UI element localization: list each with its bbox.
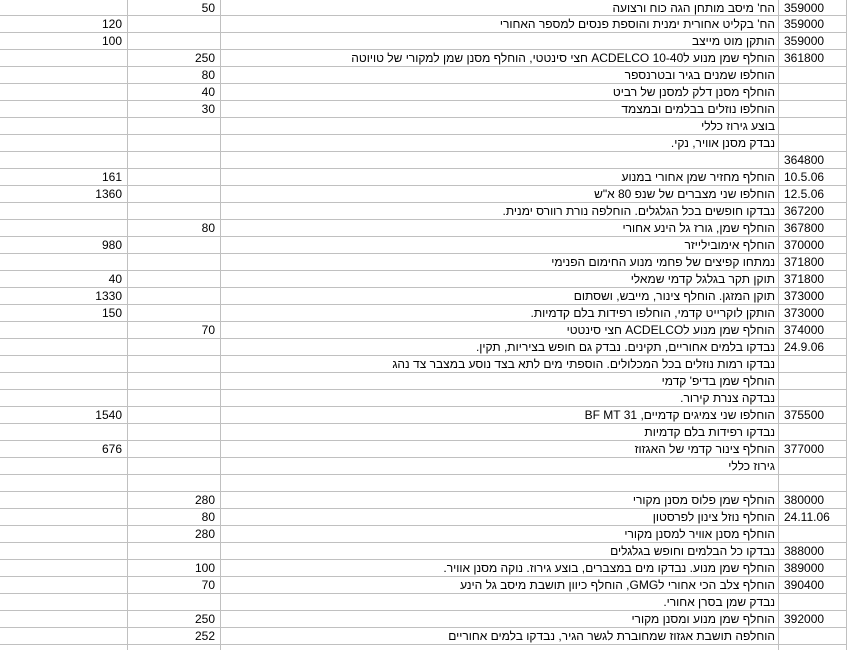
cell-b[interactable]: 40 [128, 84, 221, 101]
cell-text: 367800 [784, 221, 825, 235]
table-row [0, 203, 847, 220]
cell-b[interactable] [128, 645, 221, 650]
cell-c[interactable] [221, 628, 779, 645]
cell-text: 10.5.06 [784, 170, 825, 184]
cell-a[interactable] [0, 152, 128, 169]
cell-b[interactable]: 252 [128, 628, 221, 645]
cell-c[interactable] [221, 186, 779, 203]
cell-b[interactable] [128, 356, 221, 373]
table-row [0, 33, 847, 50]
cell-text: הוחלפו שמנים בגיר ובטרנספר [624, 68, 775, 82]
cell-a[interactable]: 676 [0, 441, 128, 458]
cell-c[interactable] [221, 50, 779, 67]
cell-c[interactable] [221, 288, 779, 305]
cell-text: 373000 [784, 306, 825, 320]
cell-b[interactable]: 100 [128, 560, 221, 577]
cell-a[interactable] [0, 475, 128, 492]
table-row [0, 424, 847, 441]
cell-b[interactable]: 80 [128, 67, 221, 84]
cell-a[interactable]: 980 [0, 237, 128, 254]
cell-d[interactable] [779, 628, 847, 645]
cell-a[interactable]: 1540 [0, 407, 128, 424]
cell-d[interactable] [779, 390, 847, 407]
cell-b[interactable] [128, 407, 221, 424]
cell-text: הוחלף שמן בדיפ' קדמי [661, 374, 775, 388]
cell-b[interactable] [128, 186, 221, 203]
cell-d[interactable] [779, 475, 847, 492]
cell-b[interactable]: 80 [128, 509, 221, 526]
cell-d[interactable] [779, 339, 847, 356]
cell-c[interactable] [221, 135, 779, 152]
cell-d[interactable] [779, 560, 847, 577]
cell-text: 24.11.06 [784, 510, 830, 524]
cell-a[interactable] [0, 526, 128, 543]
table-row [0, 543, 847, 560]
cell-b[interactable] [128, 424, 221, 441]
cell-a[interactable]: 100 [0, 33, 128, 50]
cell-b[interactable] [128, 339, 221, 356]
cell-b[interactable] [128, 594, 221, 611]
table-row [0, 220, 847, 237]
cell-d[interactable] [779, 458, 847, 475]
cell-c[interactable] [221, 509, 779, 526]
cell-c[interactable] [221, 407, 779, 424]
cell-c[interactable] [221, 16, 779, 33]
cell-b[interactable] [128, 441, 221, 458]
cell-a[interactable] [0, 424, 128, 441]
cell-c[interactable] [221, 594, 779, 611]
table-row [0, 101, 847, 118]
cell-d[interactable] [779, 118, 847, 135]
cell-c[interactable] [221, 424, 779, 441]
cell-text: 373000 [784, 289, 825, 303]
table-row [0, 356, 847, 373]
cell-text: הוחלף מחזיר שמן אחורי במנוע [621, 170, 775, 184]
cell-text: גירוז כללי [728, 459, 775, 473]
cell-d[interactable] [779, 305, 847, 322]
cell-c[interactable] [221, 271, 779, 288]
cell-a[interactable] [0, 611, 128, 628]
table-row [0, 390, 847, 407]
cell-c[interactable] [221, 33, 779, 50]
cell-a[interactable] [0, 50, 128, 67]
cell-a[interactable] [0, 543, 128, 560]
cell-text: 375500 [784, 408, 825, 422]
cell-b[interactable] [128, 373, 221, 390]
cell-b[interactable] [128, 288, 221, 305]
table-row [0, 305, 847, 322]
cell-c[interactable] [221, 475, 779, 492]
cell-text: נבדקו כל הבלמים וחופש בגלגלים [610, 544, 775, 558]
table-row [0, 118, 847, 135]
cell-a[interactable] [0, 628, 128, 645]
cell-a[interactable] [0, 560, 128, 577]
table-row [0, 407, 847, 424]
cell-c[interactable] [221, 356, 779, 373]
cell-text: נבדקה צנרת קירור. [680, 391, 775, 405]
cell-c[interactable] [221, 67, 779, 84]
cell-c[interactable] [221, 84, 779, 101]
cell-c[interactable] [221, 169, 779, 186]
cell-d[interactable] [779, 271, 847, 288]
cell-a[interactable] [0, 390, 128, 407]
table-row [0, 492, 847, 509]
cell-b[interactable] [128, 543, 221, 560]
cell-b[interactable] [128, 458, 221, 475]
cell-text: 389000 [784, 561, 825, 575]
cell-d[interactable] [779, 492, 847, 509]
cell-c[interactable] [221, 0, 779, 16]
cell-a[interactable] [0, 594, 128, 611]
cell-b[interactable]: 30 [128, 101, 221, 118]
table-row [0, 594, 847, 611]
cell-a[interactable] [0, 203, 128, 220]
cell-text: נבדקו בלמים אחוריים, תקינים. נבדק גם חופש בציריות, תקין. [475, 340, 775, 354]
cell-b[interactable] [128, 390, 221, 407]
cell-d[interactable] [779, 577, 847, 594]
cell-d[interactable] [779, 152, 847, 169]
cell-c[interactable] [221, 645, 779, 650]
table-row [0, 560, 847, 577]
cell-text: הוחלף אימובילייזר [684, 238, 775, 252]
table-row [0, 0, 847, 16]
cell-d[interactable] [779, 322, 847, 339]
cell-text: 24.9.06 [784, 340, 825, 354]
cell-text: 371800 [784, 272, 825, 286]
table-row [0, 237, 847, 254]
cell-text: נבדקו חופשים בכל הגלגלים. הוחלפה נורת רוורס ימנית. [502, 204, 775, 218]
cell-text: 361800 [784, 51, 825, 65]
cell-b[interactable]: 250 [128, 50, 221, 67]
cell-text: הוחלפו שני צמיגים קדמיים, BF MT 31 [584, 408, 775, 422]
table-row [0, 441, 847, 458]
table-row [0, 458, 847, 475]
cell-text: הוחלפה תושבת אגזוז שמחוברת לגשר הגיר, נבדקו בלמים אחוריים [448, 629, 775, 643]
cell-b[interactable] [128, 203, 221, 220]
cell-c[interactable] [221, 390, 779, 407]
cell-c[interactable] [221, 101, 779, 118]
cell-text: הוחלף צלב הכי אחורי לGMG, הוחלף כיוון תושבת מיסב גל הינע [460, 578, 775, 592]
cell-text: הוחלף שמן מנוע לACDELCO חצי סינטטי [566, 323, 775, 337]
table-row [0, 611, 847, 628]
cell-b[interactable]: 80 [128, 220, 221, 237]
cell-a[interactable] [0, 356, 128, 373]
table-row [0, 373, 847, 390]
cell-a[interactable] [0, 101, 128, 118]
cell-text: 380000 [784, 493, 825, 507]
cell-a[interactable] [0, 492, 128, 509]
cell-text: 374000 [784, 323, 825, 337]
cell-b[interactable]: 280 [128, 526, 221, 543]
cell-c[interactable] [221, 305, 779, 322]
cell-text: הוחלף שמן, גורז גל הינע אחורי [622, 221, 775, 235]
cell-c[interactable] [221, 492, 779, 509]
cell-b[interactable] [128, 237, 221, 254]
cell-d[interactable] [779, 611, 847, 628]
cell-d[interactable] [779, 101, 847, 118]
cell-a[interactable] [0, 458, 128, 475]
cell-b[interactable]: 50 [128, 0, 221, 16]
table-row [0, 339, 847, 356]
cell-a[interactable] [0, 254, 128, 271]
cell-a[interactable] [0, 118, 128, 135]
cell-b[interactable]: 280 [128, 492, 221, 509]
cell-text: נבדק מסנן אוויר, נקי. [670, 136, 775, 150]
cell-d[interactable] [779, 509, 847, 526]
cell-b[interactable] [128, 169, 221, 186]
cell-a[interactable] [0, 84, 128, 101]
cell-b[interactable] [128, 305, 221, 322]
cell-c[interactable] [221, 526, 779, 543]
table-row [0, 169, 847, 186]
cell-d[interactable] [779, 135, 847, 152]
table-row [0, 577, 847, 594]
cell-text: הוחלפו שני מצברים של שנפ 80 א"ש [594, 187, 775, 201]
cell-text: נבדקו רמות נוזלים בכל המכלולים. הוספתי מים לתא בצד נוסע במצבר צד נהג [392, 357, 775, 371]
cell-a[interactable]: 120 [0, 16, 128, 33]
cell-b[interactable]: 70 [128, 322, 221, 339]
cell-d[interactable] [779, 356, 847, 373]
cell-d[interactable] [779, 0, 847, 16]
cell-text: תוקן המזגן. הוחלף צינור, מייבש, ושסתום [573, 289, 775, 303]
cell-d[interactable] [779, 16, 847, 33]
cell-d[interactable] [779, 67, 847, 84]
cell-c[interactable] [221, 441, 779, 458]
cell-d[interactable] [779, 203, 847, 220]
cell-text: הח' מיסב מותחן הגה כוח ורצועה [612, 1, 775, 15]
cell-d[interactable] [779, 424, 847, 441]
table-row [0, 509, 847, 526]
cell-text: הותקן מוט מייצב [691, 34, 775, 48]
cell-text: הוחלפו נוזלים בבלמים ובמצמד [621, 102, 775, 116]
table-row [0, 186, 847, 203]
cell-text: נבדק שמן בסרן אחורי. [663, 595, 775, 609]
cell-text: הוחלף שמן מנוע ומסנן מקורי [631, 612, 775, 626]
cell-c[interactable] [221, 543, 779, 560]
cell-b[interactable] [128, 16, 221, 33]
cell-a[interactable]: 1330 [0, 288, 128, 305]
cell-a[interactable] [0, 220, 128, 237]
cell-c[interactable] [221, 577, 779, 594]
cell-d[interactable] [779, 543, 847, 560]
cell-d[interactable] [779, 407, 847, 424]
cell-text: נמתחו קפיצים של פחמי מנוע החימום הפנימי [551, 255, 775, 269]
cell-text: הוחלף צינור קדמי של האגזוז [634, 442, 775, 456]
cell-a[interactable] [0, 67, 128, 84]
cell-text: 367200 [784, 204, 825, 218]
table-row [0, 50, 847, 67]
table-row [0, 475, 847, 492]
cell-d[interactable] [779, 84, 847, 101]
cell-text: 359000 [784, 17, 825, 31]
cell-c[interactable] [221, 203, 779, 220]
cell-d[interactable] [779, 288, 847, 305]
cell-c[interactable] [221, 458, 779, 475]
cell-a[interactable] [0, 577, 128, 594]
table-row [0, 152, 847, 169]
cell-text: הוחלף נוזל צינון לפרסטון [652, 510, 775, 524]
cell-text: הח' בקליט אחורית ימנית והוספת פנסים למספר האחורי [499, 17, 775, 31]
cell-b[interactable] [128, 152, 221, 169]
cell-d[interactable] [779, 220, 847, 237]
cell-a[interactable]: 161 [0, 169, 128, 186]
cell-text: תוקן תקר בגלגל קדמי שמאלי [630, 272, 775, 286]
cell-d[interactable] [779, 594, 847, 611]
cell-c[interactable] [221, 118, 779, 135]
cell-d[interactable] [779, 441, 847, 458]
cell-b[interactable] [128, 254, 221, 271]
cell-d[interactable] [779, 169, 847, 186]
cell-a[interactable] [0, 135, 128, 152]
cell-b[interactable] [128, 475, 221, 492]
table-row [0, 271, 847, 288]
cell-text: 12.5.06 [784, 187, 825, 201]
cell-text: הוחלף מסנן דלק למסנן של רביט [612, 85, 775, 99]
cell-d[interactable] [779, 254, 847, 271]
cell-a[interactable] [0, 645, 128, 650]
cell-c[interactable] [221, 220, 779, 237]
cell-d[interactable] [779, 645, 847, 650]
cell-text: 388000 [784, 544, 825, 558]
table-row [0, 67, 847, 84]
table-row [0, 254, 847, 271]
cell-a[interactable] [0, 322, 128, 339]
cell-d[interactable] [779, 50, 847, 67]
cell-text: הוחלף שמן פלוס מסנן מקורי [632, 493, 775, 507]
cell-a[interactable]: 150 [0, 305, 128, 322]
cell-text: נבדקו רפידות בלם קדמיות [644, 425, 775, 439]
cell-a[interactable]: 1360 [0, 186, 128, 203]
table-row [0, 16, 847, 33]
cell-b[interactable]: 250 [128, 611, 221, 628]
cell-c[interactable] [221, 237, 779, 254]
cell-b[interactable] [128, 135, 221, 152]
table-row [0, 526, 847, 543]
cell-a[interactable] [0, 509, 128, 526]
cell-text: 364800 [784, 153, 825, 167]
cell-d[interactable] [779, 526, 847, 543]
cell-b[interactable] [128, 33, 221, 50]
cell-text: הוחלף מסנן אוויר למסנן מקורי [624, 527, 775, 541]
table-row [0, 135, 847, 152]
cell-text: הותקן לוקרייט קדמי, הוחלפו רפידות בלם קדמיות. [530, 306, 775, 320]
cell-text: הוחלף שמן מנוע לACDELCO 10-40 חצי סינטטי, הוחלף מסנן שמן למקורי של טויוטה [351, 51, 775, 65]
cell-text: 370000 [784, 238, 825, 252]
cell-a[interactable] [0, 0, 128, 16]
cell-text: 359000 [784, 1, 825, 15]
table-row [0, 628, 847, 645]
cell-b[interactable] [128, 118, 221, 135]
cell-text: בוצע גירוז כללי [701, 119, 775, 133]
cell-c[interactable] [221, 322, 779, 339]
cell-b[interactable] [128, 271, 221, 288]
cell-c[interactable] [221, 339, 779, 356]
cell-c[interactable] [221, 254, 779, 271]
cell-text: 390400 [784, 578, 825, 592]
cell-text: הוחלף שמן מנוע. נבדקו מים במצברים, בוצע גירוז. נוקה מסנן אוויר. [443, 561, 775, 575]
table-row [0, 322, 847, 339]
cell-d[interactable] [779, 186, 847, 203]
cell-d[interactable] [779, 373, 847, 390]
table-row [0, 84, 847, 101]
cell-text: 392000 [784, 612, 825, 626]
cell-d[interactable] [779, 237, 847, 254]
cell-c[interactable] [221, 611, 779, 628]
cell-text: 359000 [784, 34, 825, 48]
cell-c[interactable] [221, 373, 779, 390]
cell-b[interactable]: 70 [128, 577, 221, 594]
cell-a[interactable]: 40 [0, 271, 128, 288]
cell-c[interactable] [221, 152, 779, 169]
cell-d[interactable] [779, 33, 847, 50]
table-row [0, 288, 847, 305]
cell-text: 377000 [784, 442, 825, 456]
table-row [0, 645, 847, 650]
cell-text: 371800 [784, 255, 825, 269]
cell-c[interactable] [221, 560, 779, 577]
cell-a[interactable] [0, 373, 128, 390]
cell-a[interactable] [0, 339, 128, 356]
